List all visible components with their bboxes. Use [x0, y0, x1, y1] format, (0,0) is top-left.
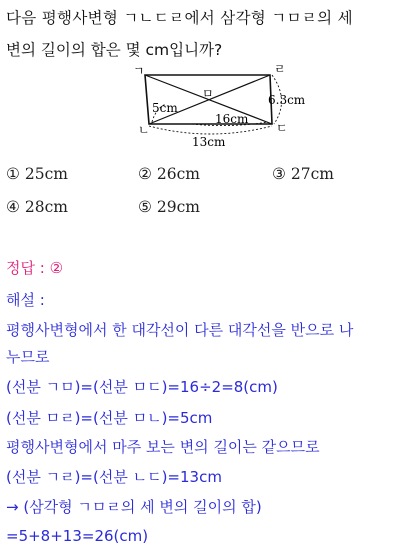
explanation-line-8: =5+8+13=26(cm)	[6, 527, 149, 545]
measure-base: 13cm	[192, 135, 226, 149]
measure-side-right: 6.3cm	[268, 93, 306, 107]
option-1-value: 25cm	[24, 165, 68, 183]
explanation-line-5: 평행사변형에서 마주 보는 변의 길이는 같으므로	[6, 438, 320, 456]
explanation-label: 해설 :	[6, 291, 45, 309]
option-5-mark: ⑤	[138, 198, 152, 216]
explanation-line-1: 평행사변형에서 한 대각선이 다른 대각선을 반으로 나	[6, 321, 354, 339]
vertex-label-g: ㄱ	[133, 64, 145, 78]
question-line-1: 다음 평행사변형 ㄱㄴㄷㄹ에서 삼각형 ㄱㅁㄹ의 세	[6, 9, 353, 27]
measure-seg-16: 16cm	[215, 112, 249, 126]
answer-value: ②	[49, 259, 64, 277]
vertex-label-r: ㄹ	[274, 64, 286, 76]
vertex-label-n: ㄴ	[138, 123, 150, 137]
option-4[interactable]	[6, 197, 68, 217]
explanation-line-6: (선분 ㄱㄹ)=(선분 ㄴㄷ)=13cm	[6, 468, 222, 486]
vertex-label-d: ㄷ	[276, 121, 288, 135]
explanation-line-3: (선분 ㄱㅁ)=(선분 ㅁㄷ)=16÷2=8(cm)	[6, 378, 278, 396]
option-3[interactable]	[272, 164, 334, 184]
option-2-value: 26cm	[156, 165, 200, 183]
option-4-value: 28cm	[24, 198, 68, 216]
question-line-2: 변의 길이의 합은 몇 cm입니까?	[6, 41, 223, 59]
option-5[interactable]	[138, 197, 200, 217]
explanation-line-4: (선분 ㅁㄹ)=(선분 ㅁㄴ)=5cm	[6, 409, 213, 427]
answer-label: 정답 :	[6, 259, 45, 277]
option-1[interactable]	[6, 164, 68, 184]
vertex-label-m: ㅁ	[202, 87, 214, 101]
explanation-line-7: → (삼각형 ㄱㅁㄹ의 세 변의 길이의 합)	[6, 498, 262, 516]
option-3-mark: ③	[272, 165, 286, 183]
parallelogram-figure	[130, 64, 330, 154]
option-2-mark: ②	[138, 165, 152, 183]
answer-line	[6, 258, 63, 278]
measure-seg-5: 5cm	[152, 101, 178, 115]
explanation-line-2: 누므로	[6, 348, 50, 366]
base-dimension	[149, 126, 272, 134]
option-1-mark: ①	[6, 165, 20, 183]
option-3-value: 27cm	[290, 165, 334, 183]
option-5-value: 29cm	[156, 198, 200, 216]
option-2[interactable]	[138, 164, 200, 184]
option-4-mark: ④	[6, 198, 20, 216]
